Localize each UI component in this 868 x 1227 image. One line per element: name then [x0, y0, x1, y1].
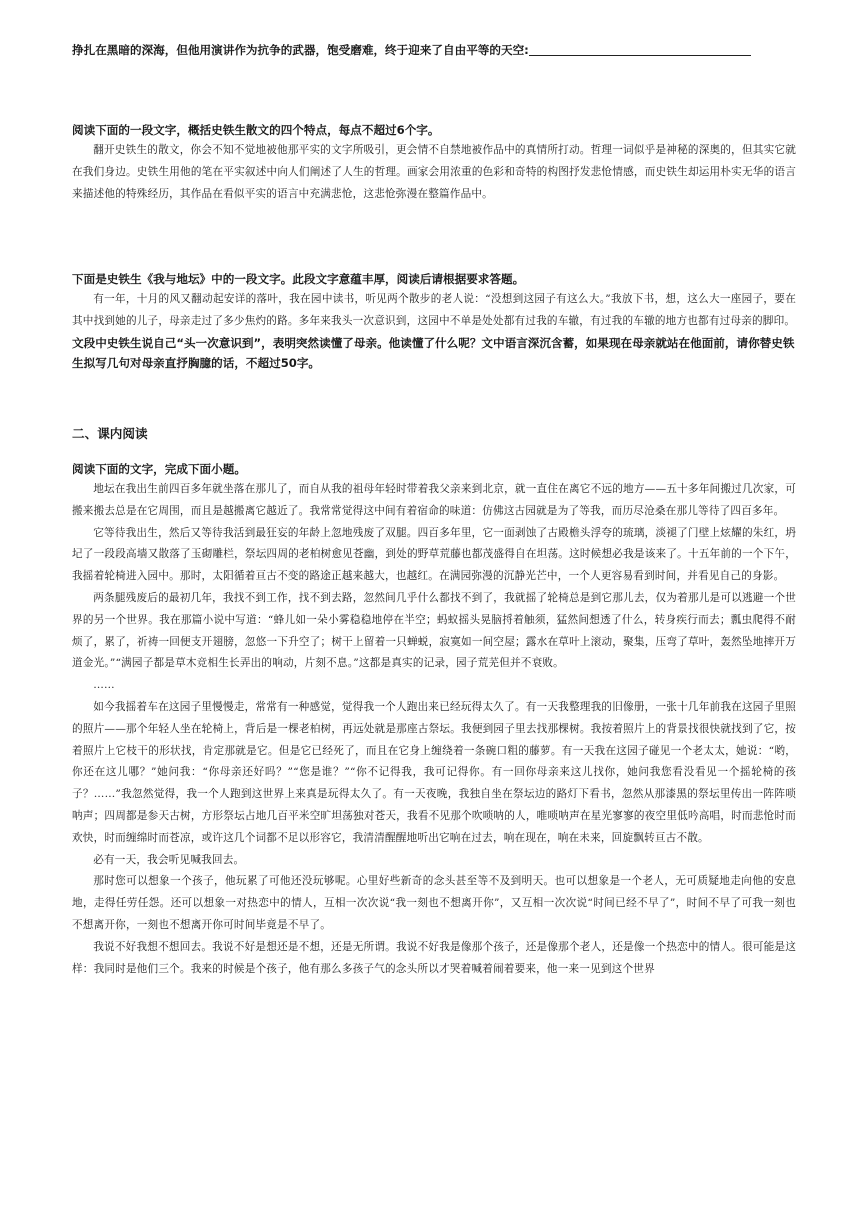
q2-passage: 有一年，十月的风又翻动起安详的落叶，我在园中读书，听见两个散步的老人说：“没想到这园子有这么大。”我放下书，想，这么大一座园子，要在其中找到她的儿子，母亲走过了多少焦灼的路。多年来我头一次意识到，这园中不单是处处都有过我的车辙，有过我的车辙的地方也都有过母亲的脚印。: [72, 293, 796, 328]
section2-paragraph-6: 那时您可以想象一个孩子，他玩累了可他还没玩够呢。心里好些新奇的念头甚至等不及到明天。也可以想象是一个老人，无可质疑地走向他的安息地，走得任劳任怨。还可以想象一对热恋中的情人，互相一次次说“我一刻也不想离开你”，又互相一次次说“时间已经不早了”，时间不早了可我一刻也不想离开你，一刻也不想离开你可时间毕竟是不早了。: [72, 875, 796, 931]
section2-prompt: 阅读下面的文字，完成下面小题。: [72, 461, 246, 476]
q2-question: 文段中史铁生说自己“头一次意识到”，表明突然读懂了母亲。他读懂了什么呢？文中语言深沉含蓄，如果现在母亲就站在他面前，请你替史铁生拟写几句对母亲直抒胸臆的话，不超过50字。: [72, 335, 795, 370]
section2-paragraph-1: 地坛在我出生前四百多年就坐落在那儿了，而自从我的祖母年轻时带着我父亲来到北京，就一直住在离它不远的地方——五十多年间搬过几次家，可搬来搬去总是在它周围，而且是越搬离它越近了。我常常觉得这中间有着宿命的味道：仿佛这古园就是为了等我，而历尽沧桑在那儿等待了四百多年。: [72, 482, 796, 517]
document-page: [72, 40, 796, 980]
q1-passage: 翻开史铁生的散文，你会不知不觉地被他那平实的文字所吸引，更会情不自禁地被作品中的真情所打动。哲理一词似乎是神秘的深奥的，但其实它就在我们身边。史铁生用他的笔在平实叙述中向人们阐述了人生的哲理。画家会用浓重的色彩和奇特的构图抒发悲怆情感，而史铁生却运用朴实无华的语言来描述他的特殊经历，其作品在看似平实的语言中充满悲怆，这悲怆弥漫在整篇作品中。: [72, 144, 796, 200]
q2-prompt: 下面是史铁生《我与地坛》中的一段文字。此段文字意蕴丰厚，阅读后请根据要求答题。: [72, 272, 525, 287]
top-line-text: 挣扎在黑暗的深海，但他用演讲作为抗争的武器，饱受磨难，终于迎来了自由平等的天空:: [72, 43, 529, 57]
section2-paragraph-3: 两条腿残废后的最初几年，我找不到工作，找不到去路，忽然间几乎什么都找不到了，我就摇了轮椅总是到它那儿去，仅为着那儿是可以逃避一个世界的另一个世界。我在那篇小说中写道：“蜂儿如一朵小雾稳稳地停在半空；蚂蚁摇头晃脑捋着触须，猛然间想透了什么，转身疾行而去；瓢虫爬得不耐烦了，累了，祈祷一回便支开翅膀，忽悠一下升空了；树干上留着一只蝉蜕，寂寞如一间空屋；露水在草叶上滚动，聚集，压弯了草叶，轰然坠地摔开万道金光。”“满园子都是草木竞相生长弄出的响动，片刻不息。”这都是真实的记录，园子荒芜但并不衰败。: [72, 591, 796, 670]
section-title: 二、课内阅读: [72, 425, 148, 441]
section2-paragraph-4: 如今我摇着车在这园子里慢慢走，常常有一种感觉，觉得我一个人跑出来已经玩得太久了。有一天我整理我的旧像册，一张十几年前我在这园子里照的照片——那个年轻人坐在轮椅上，背后是一棵老柏树，再远处就是那座古祭坛。我便到园子里去找那棵树。我按着照片上的背景找很快就找到了它，按着照片上它枝干的形状找，肯定那就是它。但是它已经死了，而且在它身上缠绕着一条碗口粗的藤萝。有一天我在这园子碰见一个老太太，她说：“哟，你还在这儿哪？”她问我：“你母亲还好吗？”“您是谁？”“你不记得我，我可记得你。有一回你母亲来这儿找你，她问我您看没看见一个摇轮椅的孩子？……”我忽然觉得，我一个人跑到这世界上来真是玩得太久了。有一天夜晚，我独自坐在祭坛边的路灯下看书，忽然从那漆黑的祭坛里传出一阵阵唢呐声；四周都是参天古树，方形祭坛占地几百平米空旷坦荡独对苍天，我看不见那个吹唢呐的人，唯唢呐声在星光寥寥的夜空里低吟高唱，时而悲怆时而欢快，时而缠绵时而苍凉，或许这几个词都不足以形容它，我清清醒醒地听出它响在过去，响在现在，响在未来，回旋飘转亘古不散。: [72, 700, 796, 844]
top-answer-line: [72, 40, 796, 60]
section2-ellipsis: ……: [93, 679, 115, 692]
section2-paragraph-5: 必有一天，我会听见喊我回去。: [93, 853, 245, 866]
q1-prompt: 阅读下面的一段文字，概括史铁生散文的四个特点，每点不超过6个字。: [72, 123, 440, 137]
section2-paragraph-7: 我说不好我想不想回去。我说不好是想还是不想，还是无所谓。我说不好我是像那个孩子，还是像那个老人，还是像一个热恋中的情人。很可能是这样：我同时是他们三个。我来的时候是个孩子，他有那么多孩子气的念头所以才哭着喊着闹着要来，他一来一见到这个世界: [72, 940, 796, 975]
answer-blank[interactable]: [529, 43, 751, 56]
section2-paragraph-2: 它等待我出生，然后又等待我活到最狂妄的年龄上忽地残废了双腿。四百多年里，它一面剥蚀了古殿檐头浮夸的琉璃，淡褪了门壁上炫耀的朱红，坍圮了一段段高墙又散落了玉砌雕栏，祭坛四周的老柏树愈见苍幽，到处的野草荒藤也都茂盛得自在坦荡。这时候想必我是该来了。十五年前的一个下午，我摇着轮椅进入园中。那时，太阳循着亘古不变的路途正越来越大，也越红。在满园弥漫的沉静光芒中，一个人更容易看到时间，并看见自己的身影。: [72, 526, 796, 583]
